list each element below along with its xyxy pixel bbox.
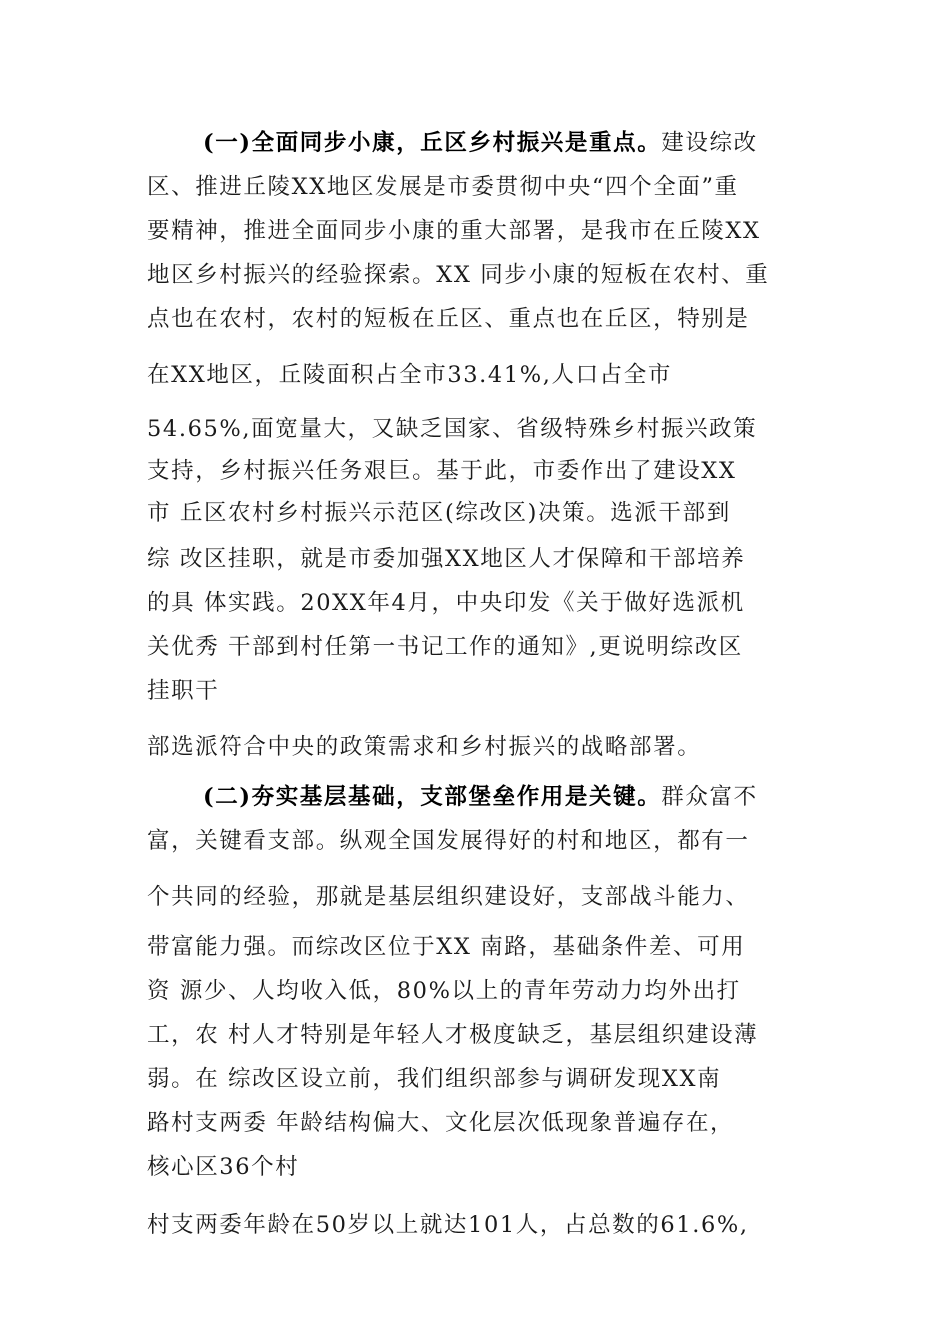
para-1-line-3 [147, 216, 761, 246]
para-1-line-14 [147, 732, 701, 762]
line-text: 点也在农村，农村的短板在丘区、重点也在丘区，特别是 [147, 306, 750, 332]
para-2-line-10 [147, 1210, 749, 1240]
line-text: 村支两委年龄在50岁以上就达101人，占总数的61.6%, [147, 1212, 749, 1238]
para-1-line-4 [147, 260, 769, 290]
para-1-line-9 [147, 498, 731, 528]
line-text: 54.65%,面宽量大，又缺乏国家、省级特殊乡村振兴政策 [147, 416, 758, 442]
para-2-line-4 [147, 932, 745, 962]
para-2-line-9 [147, 1152, 299, 1182]
para-2-line-2 [147, 826, 750, 856]
line-text: 弱。在 综改区设立前，我们组织部参与调研发现XX南 [147, 1066, 722, 1092]
para-2-line-3 [147, 882, 750, 912]
para-1-line-1 [203, 128, 758, 158]
para-1-line-2 [147, 172, 739, 202]
para-2-line-5 [147, 976, 741, 1006]
line-text: 核心区36个村 [147, 1154, 300, 1180]
line-text: 部选派符合中央的政策需求和乡村振兴的战略部署。 [147, 734, 702, 760]
line-text: 路村支两委 年龄结构偏大、文化层次低现象普遍存在， [147, 1110, 735, 1136]
para-2-line-7 [147, 1064, 721, 1094]
line-text: 富，关键看支部。纵观全国发展得好的村和地区，都有一 [147, 828, 750, 854]
para-1-line-5 [147, 304, 750, 334]
line-text: 市 丘区农村乡村振兴示范区(综改区)决策。选派干部到 [147, 500, 731, 526]
para-1-heading: (一)全面同步小康，丘区乡村振兴是重点。 [203, 130, 662, 156]
line-text: 资 源少、人均收入低，80%以上的青年劳动力均外出打 [147, 978, 741, 1004]
line-text: 支持，乡村振兴任务艰巨。基于此，市委作出了建设XX [147, 458, 737, 484]
line-text: 地区乡村振兴的经验探索。XX 同步小康的短板在农村、重 [147, 262, 770, 288]
para-1-line-11 [147, 588, 745, 618]
para-1-line-12 [147, 632, 743, 662]
line-text: 在XX地区，丘陵面积占全市33.41%,人口占全市 [147, 362, 672, 388]
para-2-line-6 [147, 1020, 758, 1050]
line-text: 综 改区挂职，就是市委加强XX地区人才保障和干部培养 [147, 546, 746, 572]
line-text: 区、推进丘陵XX地区发展是市委贯彻中央“四个全面”重 [147, 174, 739, 200]
line-text: 群众富不 [661, 784, 758, 810]
para-1-line-10 [147, 544, 745, 574]
line-text: 的具 体实践。20XX年4月，中央印发《关于做好选派机 [147, 590, 745, 616]
line-text: 个共同的经验，那就是基层组织建设好，支部战斗能力、 [147, 884, 750, 910]
para-1-line-8 [147, 456, 737, 486]
line-text: 建设综改 [661, 130, 758, 156]
para-2-line-8 [147, 1108, 734, 1138]
para-1-line-13 [147, 676, 219, 706]
line-text: 要精神，推进全面同步小康的重大部署，是我市在丘陵XX [147, 218, 761, 244]
line-text: 关优秀 干部到村任第一书记工作的通知》,更说明综改区 [147, 634, 743, 660]
para-2-heading: (二)夯实基层基础，支部堡垒作用是关键。 [203, 784, 662, 810]
para-1-line-6 [147, 360, 672, 390]
para-1-line-7 [147, 414, 757, 444]
para-2-line-1 [203, 782, 758, 812]
line-text: 挂职干 [147, 678, 220, 704]
line-text: 工，农 村人才特别是年轻人才极度缺乏，基层组织建设薄 [147, 1022, 759, 1048]
line-text: 带富能力强。而综改区位于XX 南路，基础条件差、可用 [147, 934, 746, 960]
